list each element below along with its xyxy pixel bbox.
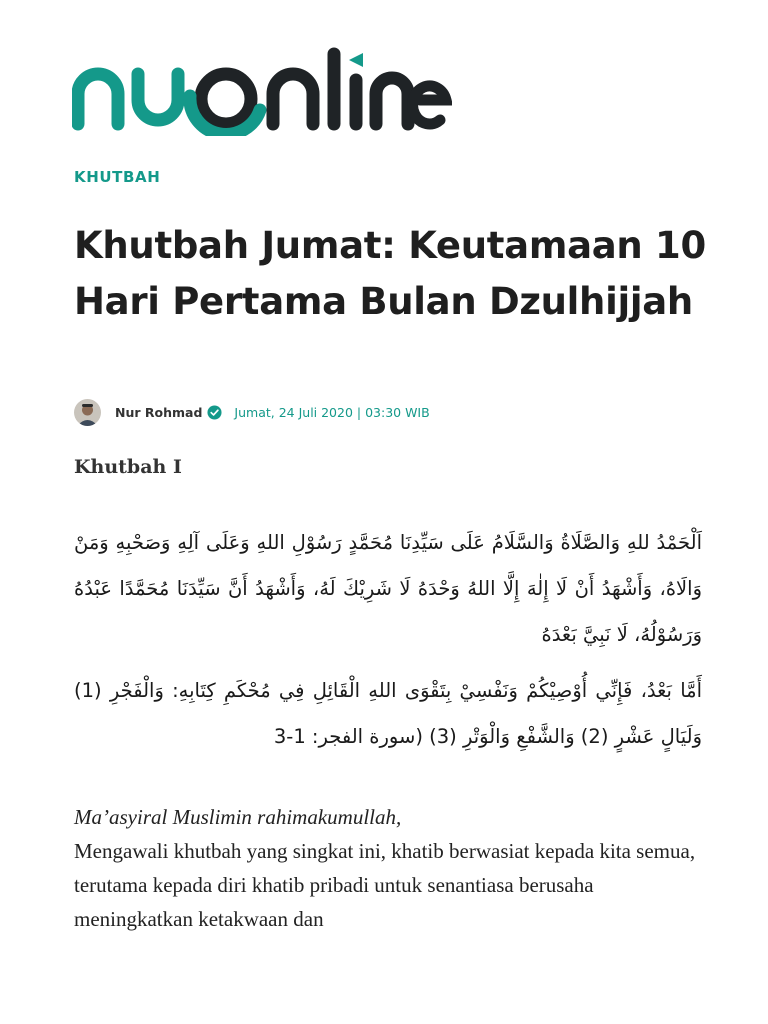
arabic-paragraph-wasiat: أَمَّا بَعْدُ، فَإِنِّي أُوْصِيْكُمْ وَنَفْسِيْ بِتَقْوَى اللهِ الْقَائِلِ فِي مُحْكَمِ كِتَابِهِ: وَالْفَجْرِ (1) وَلَيَالٍ عَشْرٍ (2) وَالشَّفْعِ وَالْوَتْرِ (3) (سورة الفجر: 1-3 [74, 679, 702, 748]
salutation: Ma’asyiral Muslimin rahimakumullah, [74, 805, 402, 829]
article-body [74, 800, 714, 936]
category-link[interactable]: KHUTBAH [74, 168, 161, 186]
nuonline-logo[interactable] [72, 40, 452, 136]
article-meta [74, 398, 430, 426]
arabic-paragraph-opening: اَلْحَمْدُ للهِ وَالصَّلَاةُ وَالسَّلَامُ عَلَى سَيِّدِنَا مُحَمَّدٍ رَسُوْلِ اللهِ وَعَلَى آلِهِ وَصَحْبِهِ وَمَنْ وَالَاهُ، وَأَشْهَدُ أَنْ لَا إِلٰهَ إِلَّا اللهُ وَحْدَهُ لَا شَرِيْكَ لَهُ، وَأَشْهَدُ أَنَّ سَيِّدَنَا مُحَمَّدًا عَبْدُهُ وَرَسُوْلُهُ، لَا نَبِيَّ بَعْدَهُ [74, 531, 702, 646]
publish-date: Jumat, 24 Juli 2020 | 03:30 WIB [234, 404, 430, 420]
author-name-link[interactable]: Nur Rohmad [115, 404, 203, 420]
section-heading: Khutbah I [74, 456, 182, 478]
body-paragraph: Mengawali khutbah yang singkat ini, khatib berwasiat kepada kita semua, terutama kepada diri khatib pribadi untuk senantiasa berusaha meningkatkan ketakwaan dan [74, 839, 696, 931]
author-avatar[interactable] [74, 399, 101, 426]
article-title: Khutbah Jumat: Keutamaan 10 Hari Pertama Bulan Dzulhijjah [74, 224, 706, 323]
verified-check-icon [207, 405, 222, 420]
logo-mark [72, 40, 452, 136]
